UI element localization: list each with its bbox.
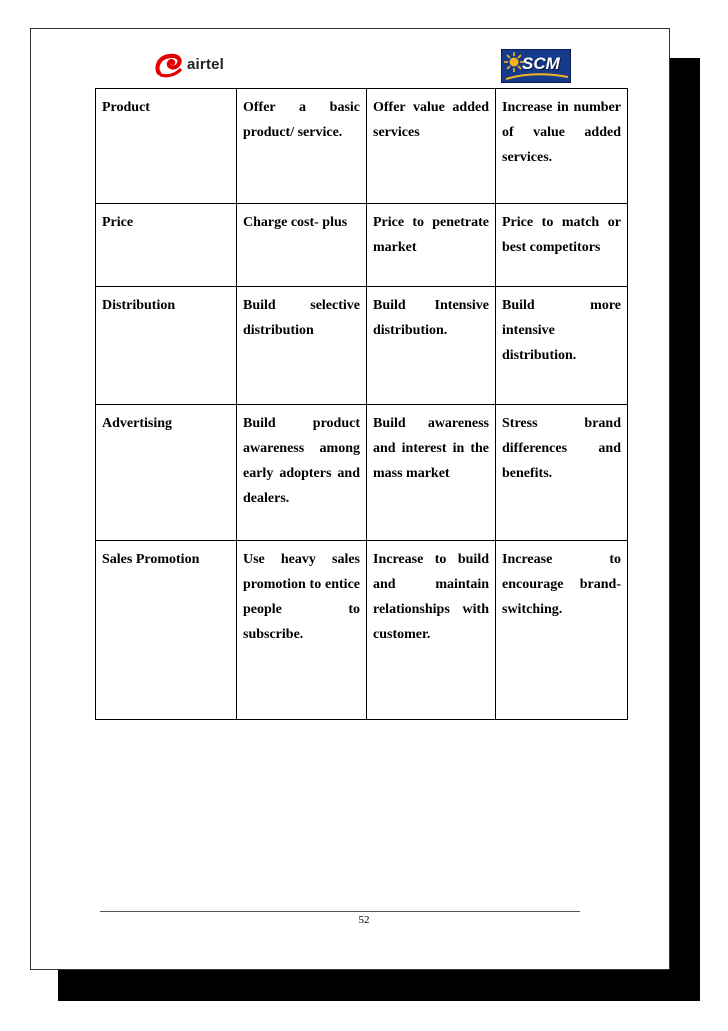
row-label: Distribution bbox=[96, 287, 237, 405]
table-cell: Build selective distribution bbox=[237, 287, 367, 405]
footer-divider bbox=[100, 911, 580, 912]
table-row bbox=[96, 541, 628, 720]
table-cell: Stress brand differences and benefits. bbox=[496, 405, 628, 541]
marketing-mix-table bbox=[95, 88, 628, 720]
table-cell: Offer a basic product/ service. bbox=[237, 89, 367, 204]
swoosh-icon bbox=[506, 73, 568, 81]
table-cell: Price to match or best competitors bbox=[496, 204, 628, 287]
table-row bbox=[96, 89, 628, 204]
table-cell: Offer value added services bbox=[367, 89, 496, 204]
airtel-logo bbox=[153, 50, 231, 82]
page-number: 52 bbox=[358, 914, 370, 926]
table-cell: Build awareness and interest in the mass market bbox=[367, 405, 496, 541]
table-row bbox=[96, 287, 628, 405]
scm-logo bbox=[501, 49, 571, 83]
table-cell: Build Intensive distribution. bbox=[367, 287, 496, 405]
table-row bbox=[96, 204, 628, 287]
row-label: Product bbox=[96, 89, 237, 204]
table-cell: Increase to encourage brand-switching. bbox=[496, 541, 628, 720]
row-label: Advertising bbox=[96, 405, 237, 541]
table-row bbox=[96, 405, 628, 541]
row-label: Sales Promotion bbox=[96, 541, 237, 720]
airtel-logo-text: airtel bbox=[187, 56, 225, 73]
airtel-swirl-icon bbox=[153, 51, 185, 81]
table-cell: Price to penetrate market bbox=[367, 204, 496, 287]
table-cell: Increase in number of value added services. bbox=[496, 89, 628, 204]
table-cell: Build more intensive distribution. bbox=[496, 287, 628, 405]
table-cell: Build product awareness among early adopters and dealers. bbox=[237, 405, 367, 541]
row-label: Price bbox=[96, 204, 237, 287]
table-cell: Charge cost- plus bbox=[237, 204, 367, 287]
table-cell: Use heavy sales promotion to entice people to subscribe. bbox=[237, 541, 367, 720]
sun-burst-icon bbox=[504, 52, 524, 72]
scm-logo-text: SCM bbox=[522, 54, 560, 73]
table-cell: Increase to build and maintain relationships with customer. bbox=[367, 541, 496, 720]
